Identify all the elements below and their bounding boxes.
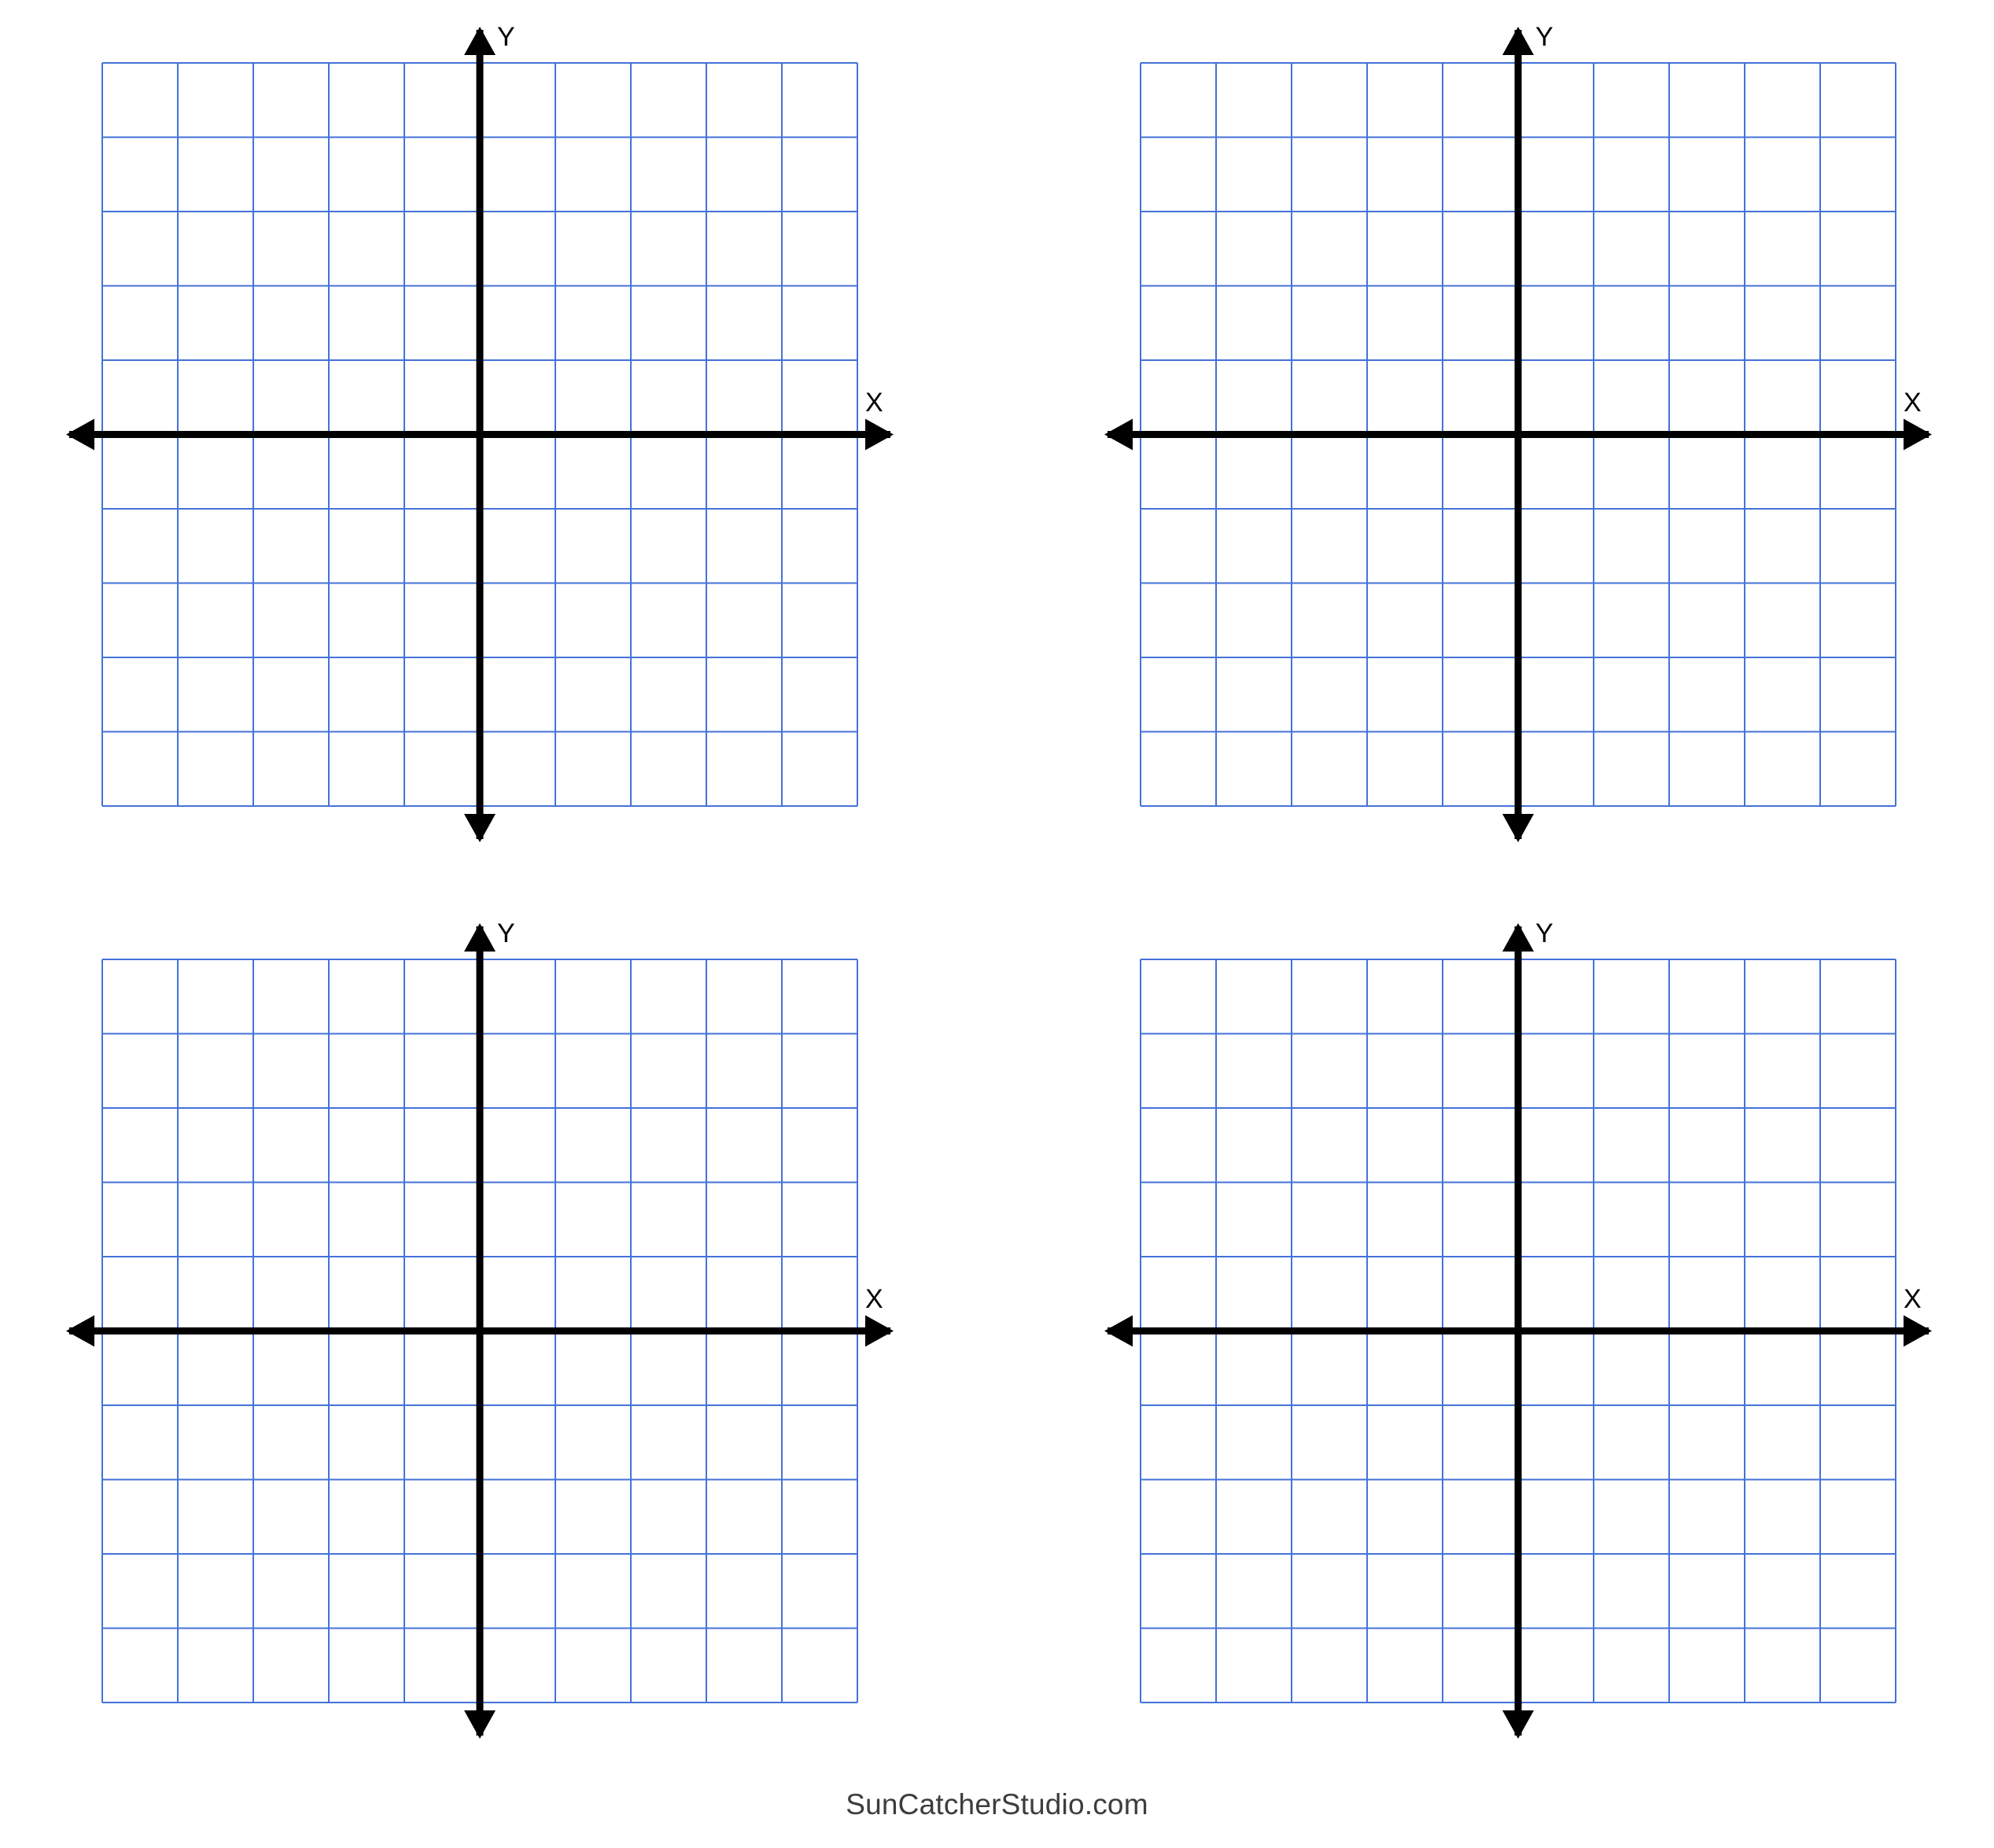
graph-bottom-right — [1097, 915, 1940, 1747]
x-axis-label: X — [865, 387, 883, 418]
x-axis-label: X — [865, 1283, 883, 1314]
axes — [66, 923, 894, 1739]
y-axis-label: Y — [497, 918, 515, 948]
x-axis-arrow-left — [66, 419, 94, 451]
y-axis-label: Y — [497, 22, 515, 52]
y-axis-arrow-up — [464, 27, 496, 55]
axes — [1104, 27, 1932, 842]
x-axis-label: X — [1904, 387, 1922, 418]
coordinate-plane — [58, 19, 901, 850]
x-axis-arrow-right — [1904, 419, 1932, 451]
x-axis-arrow-left — [66, 1316, 94, 1347]
graph-top-left — [58, 19, 901, 850]
footer-credit: SunCatcherStudio.com — [846, 1788, 1148, 1820]
y-axis-arrow-up — [1502, 923, 1534, 952]
graph-bottom-left — [58, 915, 901, 1747]
axes — [66, 27, 894, 842]
y-axis-arrow-down — [1502, 814, 1534, 842]
y-axis-arrow-down — [464, 1710, 496, 1739]
x-axis-arrow-right — [865, 419, 894, 451]
y-axis-label: Y — [1535, 22, 1554, 52]
x-axis-arrow-left — [1104, 419, 1133, 451]
graph-top-right — [1097, 19, 1940, 850]
y-axis-label: Y — [1535, 918, 1554, 948]
x-axis-arrow-left — [1104, 1316, 1133, 1347]
coordinate-plane — [1097, 915, 1940, 1747]
x-axis-arrow-right — [865, 1316, 894, 1347]
y-axis-arrow-up — [1502, 27, 1534, 55]
x-axis-label: X — [1904, 1283, 1922, 1314]
x-axis-arrow-right — [1904, 1316, 1932, 1347]
coordinate-plane — [1097, 19, 1940, 850]
y-axis-arrow-down — [464, 814, 496, 842]
y-axis-arrow-down — [1502, 1710, 1534, 1739]
coordinate-plane — [58, 915, 901, 1747]
y-axis-arrow-up — [464, 923, 496, 952]
axes — [1104, 923, 1932, 1739]
